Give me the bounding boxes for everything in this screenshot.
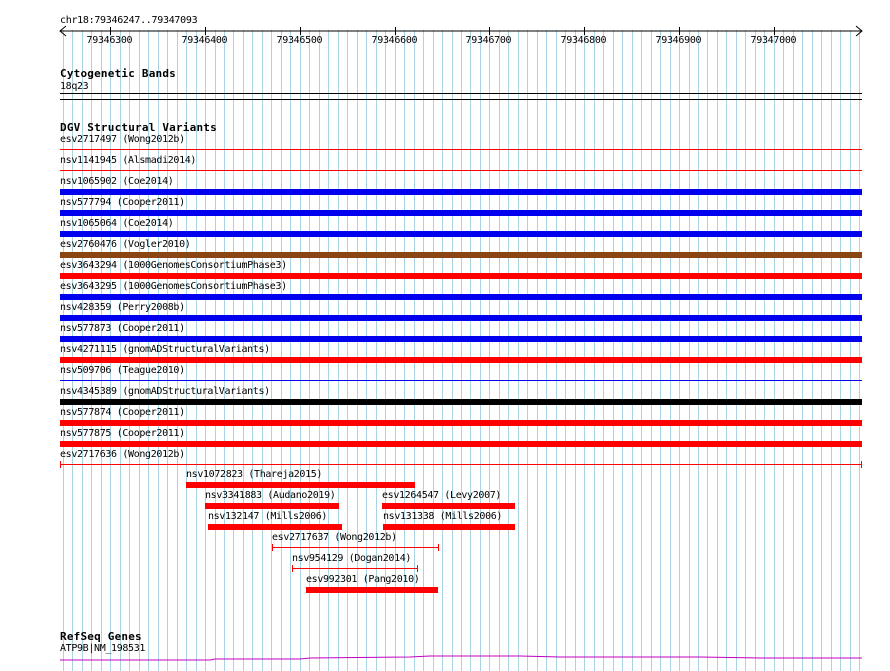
dgv-variant-label[interactable]: esv2717636 (Wong2012b) [60,449,185,460]
dgv-feature-bar[interactable] [306,587,438,593]
refseq-gene-label[interactable]: ATP9B|NM_198531 [60,643,146,654]
ruler-tick-label: 79346600 [371,35,418,46]
cytoband-line-top [60,93,862,94]
dgv-variant-label[interactable]: nsv577874 (Cooper2011) [60,407,185,418]
dgv-feature-label[interactable]: nsv954129 (Dogan2014) [292,553,412,564]
dgv-variant-bar[interactable] [60,252,862,258]
dgv-variant-bar[interactable] [60,189,862,195]
ruler-tick-label: 79346300 [86,35,133,46]
dgv-variant-label[interactable]: nsv1141945 (Alsmadi2014) [60,155,197,166]
dgv-track-title[interactable]: DGV Structural Variants [60,121,217,134]
dgv-variant-label[interactable]: esv3643294 (1000GenomesConsortiumPhase3) [60,260,287,271]
ruler-tick-label: 79346700 [465,35,512,46]
dgv-variant-label[interactable]: nsv577794 (Cooper2011) [60,197,185,208]
refseq-track-title[interactable]: RefSeq Genes [60,630,142,643]
dgv-feature-label[interactable]: nsv131338 (Mills2006) [383,511,503,522]
dgv-variant-label[interactable]: esv2717497 (Wong2012b) [60,134,185,145]
refseq-gene-line[interactable] [0,652,890,664]
dgv-variant-label[interactable]: nsv4271115 (gnomADStructuralVariants) [60,344,270,355]
dgv-variant-bar[interactable] [60,210,862,216]
dgv-variant-bar[interactable] [60,357,862,363]
dgv-variant-bar[interactable] [60,420,862,426]
dgv-variant-bar[interactable] [60,294,862,300]
dgv-variant-label[interactable]: esv3643295 (1000GenomesConsortiumPhase3) [60,281,287,292]
dgv-variant-label[interactable]: nsv1065902 (Coe2014) [60,176,174,187]
dgv-variant-label[interactable]: nsv577873 (Cooper2011) [60,323,185,334]
ruler-tick-label: 79346500 [276,35,323,46]
ruler-tick-label: 79347000 [750,35,797,46]
region-coordinates: chr18:79346247..79347093 [60,15,198,26]
cytobands-track-title[interactable]: Cytogenetic Bands [60,67,176,80]
ruler-tick-label: 79346800 [560,35,607,46]
dgv-variant-bar[interactable] [60,273,862,279]
dgv-variant-bar[interactable] [60,441,862,447]
dgv-feature-label[interactable]: nsv3341883 (Audano2019) [205,490,336,501]
dgv-feature-bar[interactable] [186,482,415,488]
dgv-feature-bar[interactable] [205,503,339,509]
dgv-variant-label[interactable]: nsv1065064 (Coe2014) [60,218,174,229]
dgv-feature-label[interactable]: esv1264547 (Levy2007) [382,490,502,501]
dgv-variant-bar[interactable] [60,380,862,381]
dgv-variant-bar[interactable] [60,315,862,321]
dgv-variant-label[interactable]: nsv509706 (Teague2010) [60,365,185,376]
dgv-feature-label[interactable]: nsv1072823 (Thareja2015) [186,469,323,480]
dgv-feature-bar[interactable] [208,524,342,530]
cytoband-line-bottom [60,99,862,100]
dgv-variant-bar[interactable] [60,464,862,465]
ruler-tick-label: 79346400 [181,35,228,46]
dgv-feature-label[interactable]: esv2717637 (Wong2012b) [272,532,397,543]
dgv-variant-bar[interactable] [60,149,862,150]
dgv-variant-bar[interactable] [60,170,862,171]
dgv-feature-bar[interactable] [382,503,515,509]
dgv-variant-bar[interactable] [60,399,862,405]
dgv-feature-bar[interactable] [383,524,515,530]
ruler-tick-label: 79346900 [655,35,702,46]
dgv-variant-bar[interactable] [60,231,862,237]
dgv-variant-label[interactable]: nsv4345389 (gnomADStructuralVariants) [60,386,270,397]
dgv-variant-label[interactable]: esv2760476 (Vogler2010) [60,239,191,250]
dgv-variant-label[interactable]: nsv577875 (Cooper2011) [60,428,185,439]
dgv-feature-label[interactable]: esv992301 (Pang2010) [306,574,420,585]
dgv-feature-bar[interactable] [292,568,418,569]
dgv-variant-label[interactable]: nsv428359 (Perry2008b) [60,302,185,313]
cytoband-label: 18q23 [60,81,89,92]
dgv-feature-label[interactable]: nsv132147 (Mills2006) [208,511,328,522]
dgv-feature-bar[interactable] [272,547,439,548]
dgv-variant-bar[interactable] [60,336,862,342]
